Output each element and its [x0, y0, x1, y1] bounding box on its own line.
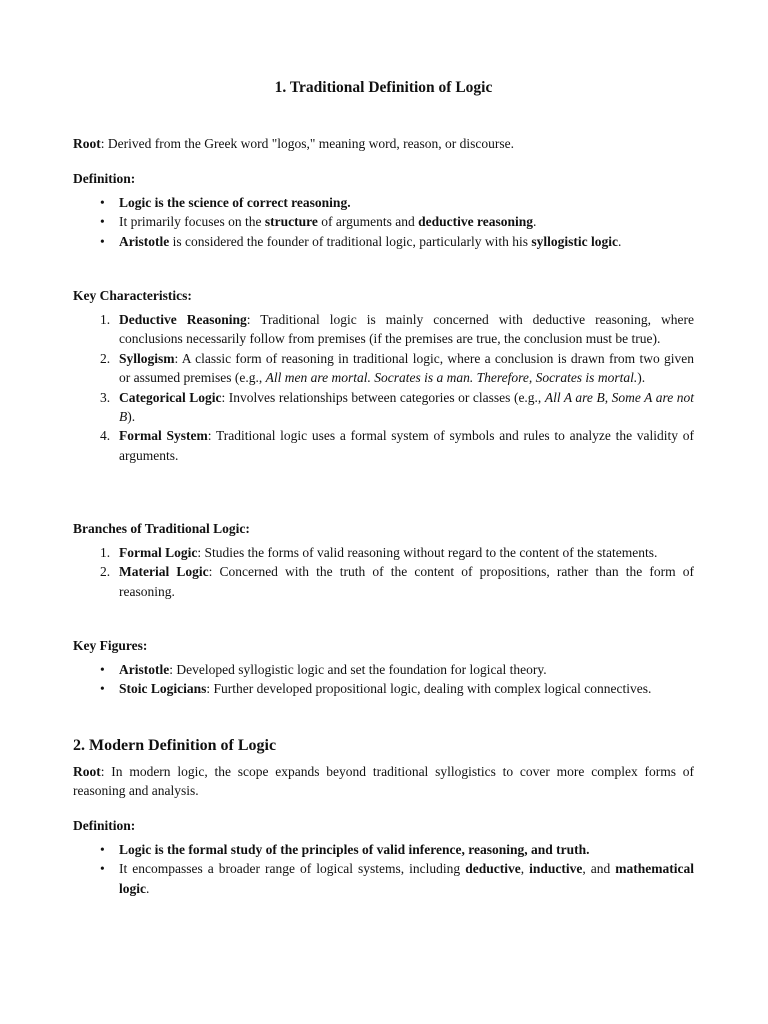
bullet-icon: • — [100, 842, 105, 857]
root-label: Root — [73, 764, 101, 779]
list-item: • Aristotle is considered the founder of traditional logic, particularly with his syllogistic logic. — [73, 232, 694, 251]
bullet-icon: • — [100, 861, 105, 877]
list-item: 3. Categorical Logic: Involves relationships between categories or classes (e.g., All A are B, Some A are not B). — [100, 389, 694, 425]
list-item: • Aristotle: Developed syllogistic logic and set the foundation for logical theory. — [73, 660, 694, 679]
bullet-icon: • — [100, 233, 105, 249]
root-label: Root — [73, 136, 101, 151]
definition-heading: Definition: — [73, 818, 136, 833]
list-item: • Logic is the science of correct reasoning. — [73, 193, 694, 212]
root-text: : Derived from the Greek word "logos," meaning word, reason, or discourse. — [100, 136, 515, 151]
branches-list — [73, 543, 694, 601]
list-item: 4. Formal System: Traditional logic uses a formal system of symbols and rules to analyze the validity of arguments. — [100, 428, 695, 463]
root-paragraph — [73, 134, 694, 153]
definition-list — [73, 840, 694, 898]
root-paragraph — [73, 762, 694, 801]
definition-heading: Definition: — [73, 171, 136, 186]
list-number: 3. — [100, 389, 111, 405]
section-heading: 2. Modern Definition of Logic — [73, 737, 277, 754]
list-item: • Logic is the formal study of the principles of valid inference, reasoning, and truth. — [73, 840, 694, 859]
key-figures-list — [73, 660, 694, 699]
branches-heading: Branches of Traditional Logic: — [73, 521, 250, 536]
key-figures-heading: Key Figures: — [73, 638, 148, 653]
list-item: • It encompasses a broader range of logical systems, including deductive, inductive, and mathematical logic. — [100, 861, 695, 896]
list-number: 4. — [100, 428, 111, 444]
list-number: 2. — [100, 350, 111, 366]
list-number: 1. — [100, 312, 111, 327]
list-item: 2. Syllogism: A classic form of reasoning in traditional logic, where a conclusion is drawn from two given or assumed premises (e.g., All men are mortal. Socrates is a man. Therefore, Socrates is mortal.). — [100, 350, 694, 386]
key-characteristics-heading: Key Characteristics: — [73, 288, 192, 303]
page-title: 1. Traditional Definition of Logic — [274, 79, 493, 96]
list-item: 2. Material Logic: Concerned with the truth of the content of propositions, rather than the form of reasoning. — [100, 564, 694, 599]
list-item: • Stoic Logicians: Further developed propositional logic, dealing with complex logical connectives. — [73, 679, 694, 698]
bullet-icon: • — [100, 195, 105, 210]
bullet-icon: • — [100, 681, 105, 697]
definition-list — [73, 193, 694, 251]
root-text: : In modern logic, the scope expands beyond traditional syllogistics to cover more complex forms of reasoning and analysis. — [73, 764, 694, 799]
list-number: 2. — [100, 564, 111, 580]
bullet-icon: • — [100, 214, 105, 230]
list-number: 1. — [100, 545, 111, 560]
list-item: • It primarily focuses on the structure of arguments and deductive reasoning. — [73, 212, 694, 231]
list-item: 1. Deductive Reasoning: Traditional logic is mainly concerned with deductive reasoning, where conclusions necessarily follow from premises (if the premises are true, the conclusion must be true). — [100, 312, 694, 347]
key-characteristics-list — [73, 310, 694, 465]
list-item: 1. Formal Logic: Studies the forms of valid reasoning without regard to the content of the statements. — [73, 543, 694, 562]
bullet-icon: • — [100, 662, 105, 677]
